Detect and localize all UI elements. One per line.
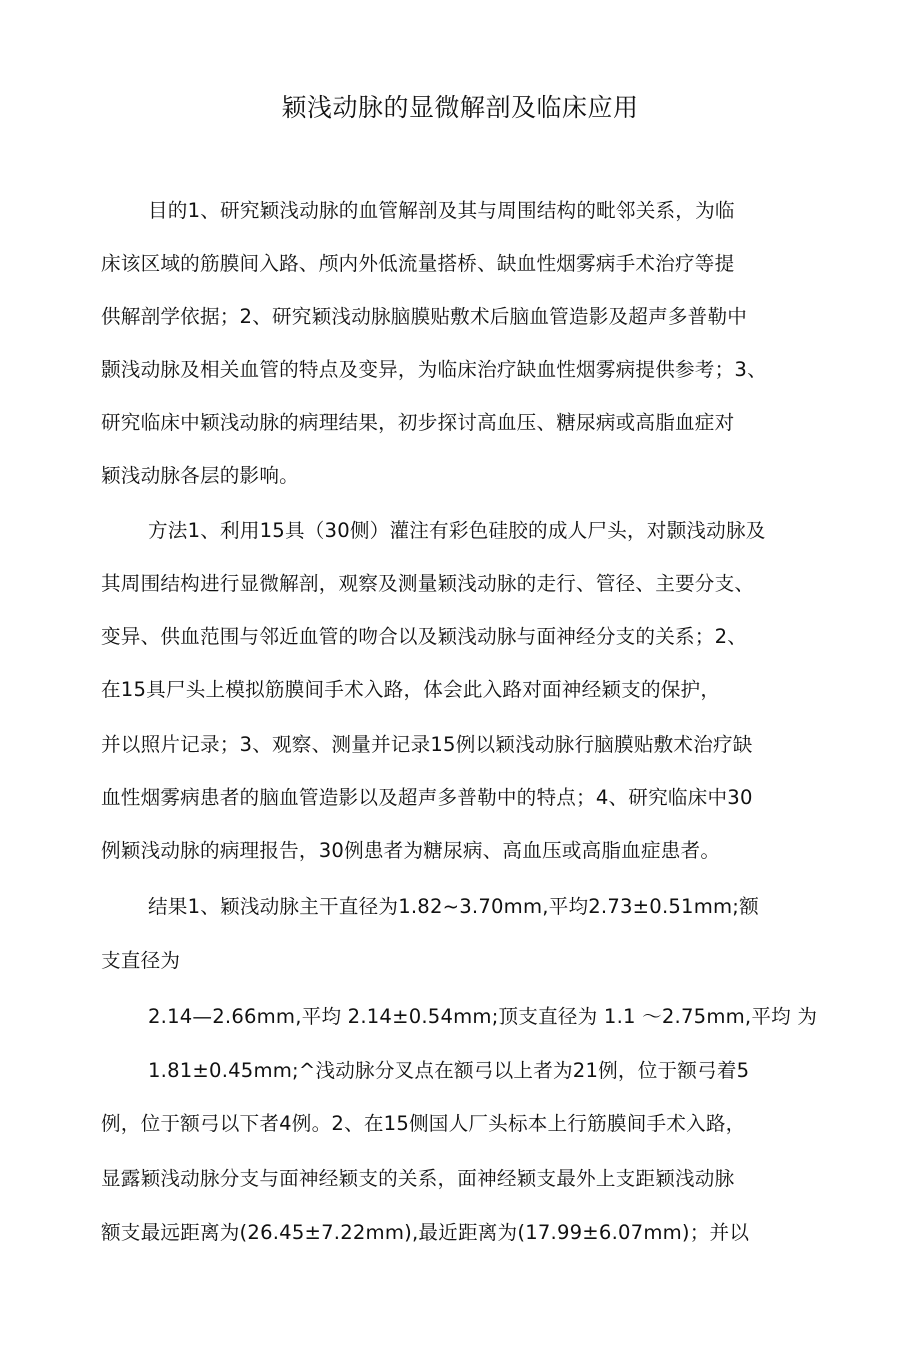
paragraph-line: 床该区域的筋膜间入路、颅内外低流量搭桥、缺血性烟雾病手术治疗等提 [101, 252, 735, 275]
paragraph-line: 方法1、利用15具（30侧）灌注有彩色硅胶的成人尸头，对颢浅动脉及 [148, 519, 766, 542]
paragraph-line: 例颖浅动脉的病理报告，30例患者为糖尿病、高血压或高脂血症患者。 [101, 839, 721, 862]
paragraph-line: 颖浅动脉各层的影响。 [101, 464, 299, 487]
paragraph-line: 血性烟雾病患者的脑血管造影以及超声多普勒中的特点；4、研究临床中30 [101, 786, 753, 809]
paragraph-line: 1.81±0.45mm;^浅动脉分叉点在额弓以上者为21例，位于额弓着5 [148, 1059, 750, 1082]
paragraph-line: 目的1、研究颖浅动脉的血管解剖及其与周围结构的毗邻关系，为临 [148, 199, 735, 222]
document-title: 颖浅动脉的显微解剖及临床应用 [281, 93, 639, 122]
paragraph-line: 变异、供血范围与邻近血管的吻合以及颖浅动脉与面神经分支的关系；2、 [101, 625, 748, 648]
paragraph-line: 其周围结构进行显微解剖，观察及测量颖浅动脉的走行、管径、主要分支、 [101, 572, 755, 595]
paragraph-line: 颢浅动脉及相关血管的特点及变异，为临床治疗缺血性烟雾病提供参考；3、 [101, 358, 767, 381]
paragraph-line: 额支最远距离为(26.45±7.22mm),最近距离为(17.99±6.07mm)；并以 [101, 1221, 750, 1244]
paragraph-line: 例，位于额弓以下者4例。2、在15侧国人厂头标本上行筋膜间手术入路， [101, 1112, 746, 1135]
paragraph-line: 研究临床中颖浅动脉的病理结果，初步探讨高血压、糖尿病或高脂血症对 [101, 411, 735, 434]
paragraph-line: 结果1、颖浅动脉主干直径为1.82~3.70mm,平均2.73±0.51mm;额 [148, 895, 759, 918]
paragraph-line: 供解剖学依据；2、研究颖浅动脉脑膜贴敷术后脑血管造影及超声多普勒中 [101, 305, 748, 328]
paragraph-line: 2.14—2.66mm,平均 2.14±0.54mm;顶支直径为 1.1 ～2.75mm,平均 为 [148, 1005, 818, 1028]
paragraph-line: 显露颖浅动脉分支与面神经颖支的关系，面神经颖支最外上支距颖浅动脉 [101, 1167, 735, 1190]
paragraph-line: 并以照片记录；3、观察、测量并记录15例以颖浅动脉行脑膜贴敷术治疗缺 [101, 733, 753, 756]
paragraph-line: 支直径为 [101, 949, 181, 972]
paragraph-line: 在15具尸头上模拟筋膜间手术入路，体会此入路对面神经颖支的保护， [101, 678, 721, 701]
